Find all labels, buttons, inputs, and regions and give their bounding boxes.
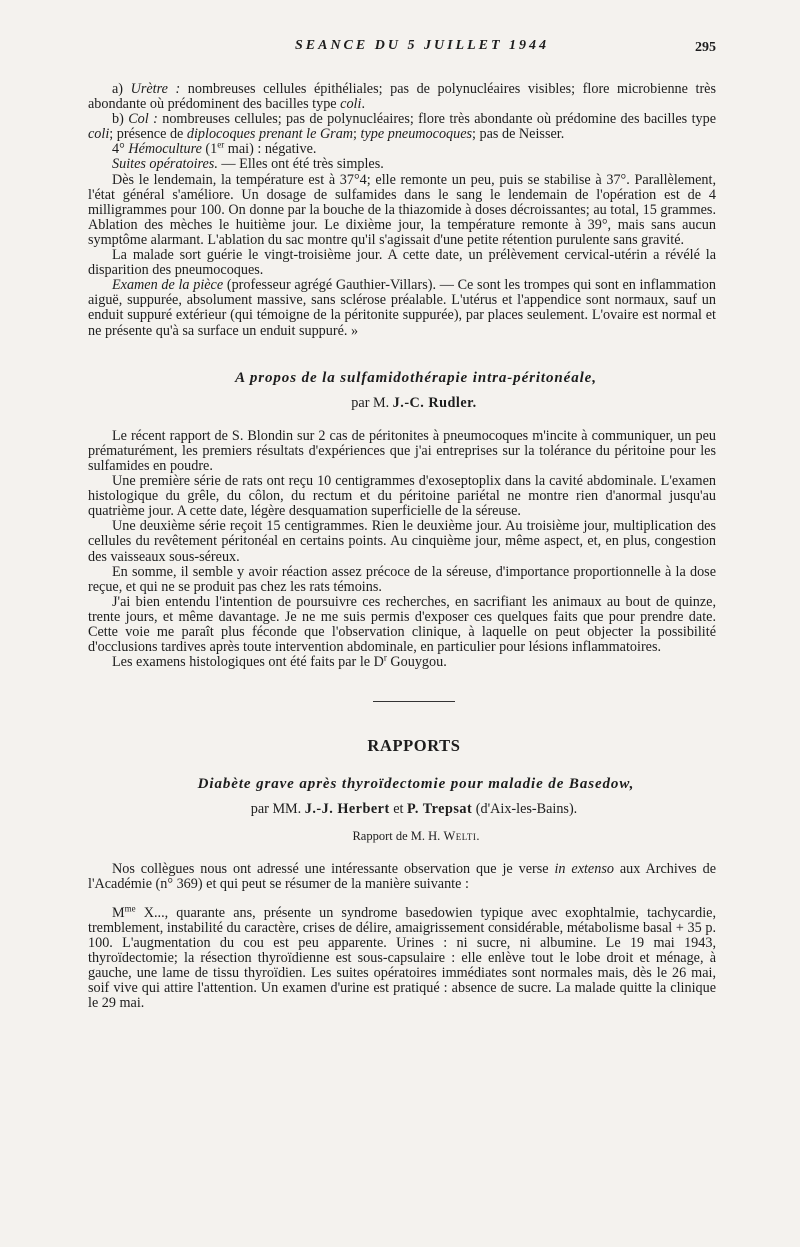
article-paragraph: J'ai bien entendu l'intention de poursuivre ces recherches, en sacrifiant les animaux au bout de quinze, trente jours, et même davantage. Je ne me suis permis d'exposer ces quelques faits que pour prendre date. Cette voie me paraît plus féconde que l'observation clinique, à laquelle on peut objecter la possibilité d'occlusions tardives après toute intervention abdominale, en particulier pour lésions inflammatoires. <box>88 593 716 656</box>
text: M <box>112 904 125 921</box>
text: Nos collègues nous ont adressé une intéressante observation que je verse <box>112 860 555 877</box>
text: — Elles ont été très simples. <box>217 156 384 173</box>
text: mai) : négative. <box>224 141 317 158</box>
superscript: r <box>383 652 387 663</box>
observation-hemoculture <box>88 139 716 158</box>
text: nombreuses cellules épithéliales; pas de polynucléaires visibles; flore microbienne très abondante où prédominent des bacilles type <box>88 81 716 113</box>
article-title: A propos de la sulfamidothérapie intra-péritonéale, <box>235 369 597 386</box>
text: ; <box>353 126 361 143</box>
report-byline <box>88 802 716 817</box>
article-byline <box>88 396 716 411</box>
term: coli <box>340 96 362 113</box>
byline-prefix: par M. <box>351 394 393 411</box>
page-number: 295 <box>695 40 716 55</box>
report-case <box>88 903 716 1012</box>
author-name: J.-J. Herbert <box>304 801 390 818</box>
observation-specimen <box>88 278 716 338</box>
rapporteur-line <box>88 829 716 844</box>
term: Suites opératoires. <box>112 156 218 173</box>
text: X..., quarante ans, présente un syndrome basedowien typique avec exophtalmie, tachycardie, tremblement, instabilité du caractère, crises de délire, amaigrissement considérable, métabolisme basal + 35 p. 100. L'augmentation du cou est peu apparente. Urines : ni sucre, ni albumine. Le 19 mai 1943, thyroïdectomie; la résection thyroïdienne est sous-capsulaire : elle enlève tout le lobe droit et ménage, à gauche, une lame de tissu thyroïdien. Les suites opératoires immédiates sont normales mais, dès le 26 mai, soif vive qui attire l'attention. Un examen d'urine est pratiqué : absence de sucre. La malade quitte la clinique le 29 mai. <box>88 904 716 1012</box>
section-heading: RAPPORTS <box>367 736 461 756</box>
article-paragraph: En somme, il semble y avoir réaction assez précoce de la séreuse, d'importance proportionnelle à la dose reçue, et qui ne se produit pas chez les rats témoins. <box>88 563 716 595</box>
section-divider <box>373 701 455 702</box>
text: aux Archives de l'Académie (n° 369) et qui peut se résumer de la manière suivante : <box>88 860 716 892</box>
term: Urètre : <box>130 81 181 97</box>
term: diplocoques prenant le Gram <box>186 126 354 143</box>
text: ; pas de Neisser. <box>472 126 565 143</box>
label: a) <box>112 81 131 97</box>
text: nombreuses cellules; pas de polynucléaires; flore très abondante où prédomine des bacilles type <box>157 111 716 128</box>
observation-course: Dès le lendemain, la température est à 37°4; elle remonte un peu, puis se stabilise à 37°. Parallèlement, l'état général s'améliore. Un dosage de sulfamides dans le sang le lendemain de l'opération est de 4 milligrammes pour 100. On donne par la bouche de la thiazomide à doses décroissantes; au total, 15 grammes. Ablation des mèches le huitième jour. Le dixième jour, la température remonte à 39°, mais sans aucun symptôme alarmant. L'ablation du sac montre qu'il s'agissait d'une petite rétention purulente sans gravité. <box>88 171 716 248</box>
term: type pneumocoques <box>360 126 473 143</box>
page-content <box>88 82 716 1012</box>
rapporteur-suffix: . <box>476 828 480 843</box>
term: Examen de la pièce <box>112 277 224 294</box>
article-paragraph: Une première série de rats ont reçu 10 centigrammes d'exoseptoplix dans la cavité abdominale. L'examen histologique du grêle, du côlon, du rectum et du péritoine pariétal ne montre rien d'anormal jusqu'au quatrième jour. A cette date, légère desquamation superficielle de la séreuse. <box>88 473 716 520</box>
observation-postop <box>88 157 716 172</box>
author-name: P. Trepsat <box>407 801 473 818</box>
article-paragraph: Le récent rapport de S. Blondin sur 2 cas de péritonites à pneumocoques m'incite à communiquer, un peu prématurément, les premiers résultats d'expériences que j'ai entreprises sur la tolérance du péritoine pour les sulfamides en poudre. <box>88 427 716 474</box>
report-intro <box>88 862 716 892</box>
rapporteur-prefix: Rapport de M. H. <box>352 828 444 843</box>
text: ; présence de <box>109 126 187 143</box>
label: b) <box>112 111 129 128</box>
label: 4° <box>112 141 129 158</box>
text: Les examens histologiques ont été faits par le D <box>112 654 384 671</box>
rapporteur-name: Welti <box>443 828 477 843</box>
text: (professeur agrégé Gauthier-Villars). — Ce sont les trompes qui sont en inflammation aiguë, suppurée, absolument massive, sans sclérose préalable. L'utérus et l'appendice sont normaux, sauf un enduit suppuré extérieur (qui témoigne de la péritonite suppurée), par places seulement. L'ovaire est normal et ne présente qu'à sa surface un enduit suppuré. » <box>88 277 716 339</box>
term: coli <box>88 126 110 143</box>
term: Col : <box>128 111 158 128</box>
article-paragraph <box>88 652 716 671</box>
term: in extenso <box>554 860 614 877</box>
report-title: Diabète grave après thyroïdectomie pour maladie de Basedow, <box>197 776 635 793</box>
text: Gouygou. <box>386 654 447 671</box>
text: (1 <box>201 141 218 158</box>
superscript: er <box>217 139 225 150</box>
byline-suffix: (d'Aix-les-Bains). <box>472 801 578 818</box>
term: Hémoculture <box>128 141 202 158</box>
byline-prefix: par MM. <box>250 801 305 818</box>
text: . <box>361 96 365 113</box>
author-name: J.-C. Rudler. <box>392 394 477 411</box>
superscript: me <box>124 903 136 914</box>
article-paragraph: Une deuxième série reçoit 15 centigrammes. Rien le deuxième jour. Au troisième jour, multiplication des cellules du revêtement péritonéal en certains points. Au cinquième jour, même aspect, et, en plus, congestion des vaisseaux sous-séreux. <box>88 518 716 565</box>
running-title: SEANCE DU 5 JUILLET 1944 <box>294 38 550 53</box>
observation-cervix <box>88 112 716 142</box>
observation-urethra <box>88 82 716 112</box>
observation-discharge: La malade sort guérie le vingt-troisième jour. A cette date, un prélèvement cervical-utérin a révélé la disparition des pneumocoques. <box>88 247 716 279</box>
article-body <box>88 429 716 671</box>
byline-and: et <box>389 801 408 818</box>
page-header <box>88 38 716 60</box>
